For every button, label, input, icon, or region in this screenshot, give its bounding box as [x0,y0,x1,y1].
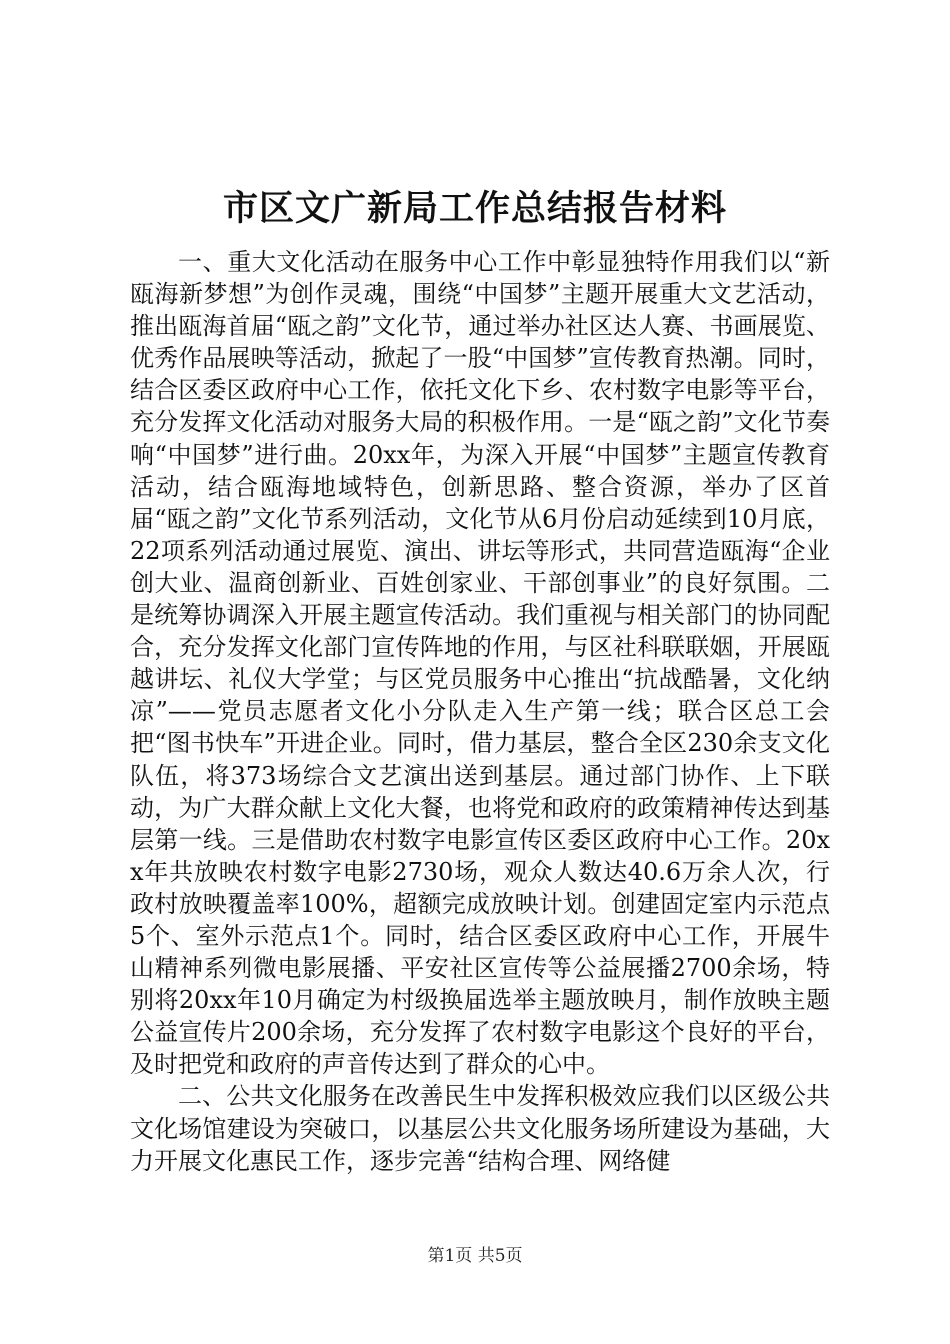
paragraph-1: 一、重大文化活动在服务中心工作中彰显独特作用我们以“新瓯海新梦想”为创作灵魂，围绕“中国梦”主题开展重大文艺活动，推出瓯海首届“瓯之韵”文化节，通过举办社区达人赛、书画展览、优秀作品展映等活动，掀起了一股“中国梦”宣传教育热潮。同时，结合区委区政府中心工作，依托文化下乡、农村数字电影等平台，充分发挥文化活动对服务大局的积极作用。一是“瓯之韵”文化节奏响“中国梦”进行曲。20xx年，为深入开展“中国梦”主题宣传教育活动，结合瓯海地域特色，创新思路、整合资源，举办了区首届“瓯之韵”文化节系列活动，文化节从6月份启动延续到10月底，22项系列活动通过展览、演出、讲坛等形式，共同营造瓯海“企业创大业、温商创新业、百姓创家业、干部创事业”的良好氛围。二是统筹协调深入开展主题宣传活动。我们重视与相关部门的协同配合，充分发挥文化部门宣传阵地的作用，与区社科联联姻，开展瓯越讲坛、礼仪大学堂；与区党员服务中心推出“抗战酷暑，文化纳凉”——党员志愿者文化小分队走入生产第一线；联合区总工会把“图书快车”开进企业。同时，借力基层，整合全区230余支文化队伍，将373场综合文艺演出送到基层。通过部门协作、上下联动，为广大群众献上文化大餐，也将党和政府的政策精神传达到基层第一线。三是借助农村数字电影宣传区委区政府中心工作。20xx年共放映农村数字电影2730场，观众人数达40.6万余人次，行政村放映覆盖率100%，超额完成放映计划。创建固定室内示范点5个、室外示范点1个。同时，结合区委区政府中心工作，开展牛山精神系列微电影展播、平安社区宣传等公益展播2700余场，特别将20xx年10月确定为村级换届选举主题放映月，制作放映主题公益宣传片200余场，充分发挥了农村数字电影这个良好的平台，及时把党和政府的声音传达到了群众的心中。 [130,248,830,1079]
page-footer: 第1页 共5页 [427,1246,523,1266]
document-body [130,246,830,1177]
paragraph-2: 二、公共文化服务在改善民生中发挥积极效应我们以区级公共文化场馆建设为突破口，以基层公共文化服务场所建设为基础，大力开展文化惠民工作，逐步完善“结构合理、网络健 [130,1082,830,1175]
document-title: 市区文广新局工作总结报告材料 [222,188,727,229]
